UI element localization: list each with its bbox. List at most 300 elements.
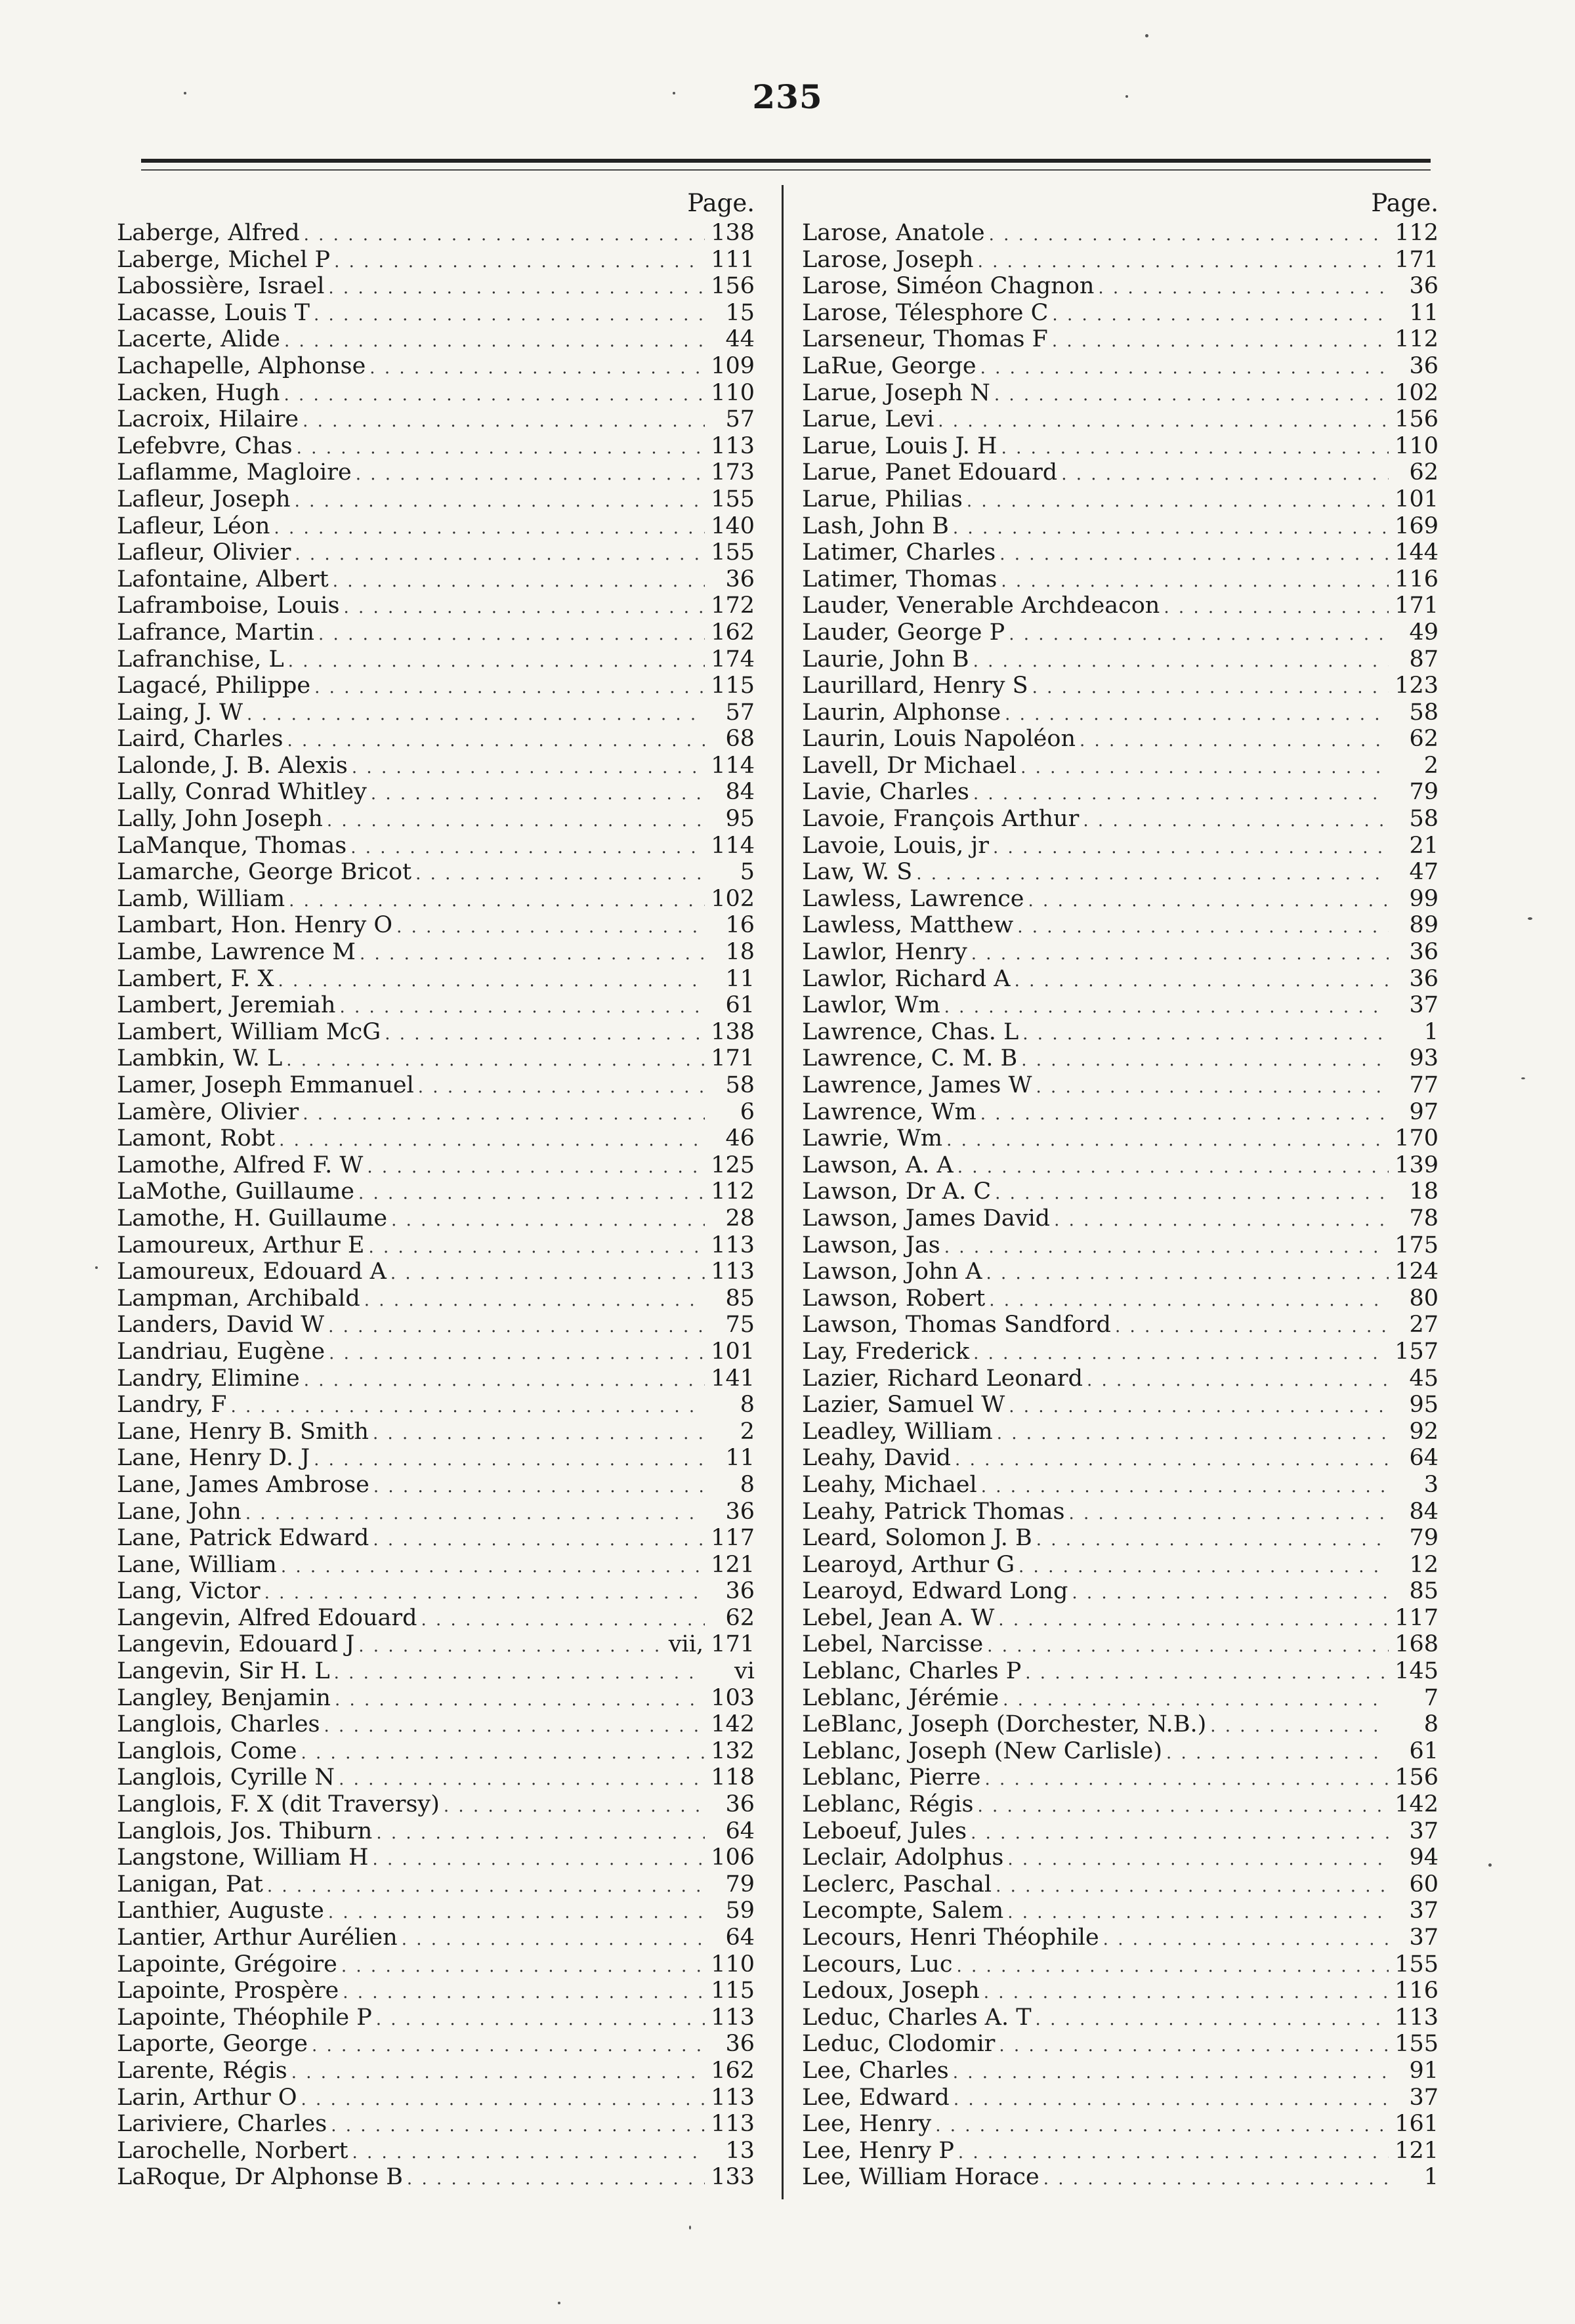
entry-page: 62 — [1409, 726, 1438, 753]
scan-speck — [1528, 917, 1532, 920]
dot-leader — [1009, 1394, 1389, 1421]
entry-page: 132 — [711, 1737, 755, 1764]
entry-page: 121 — [1395, 2137, 1438, 2164]
entry-page: 8 — [1423, 1711, 1438, 1738]
index-entry — [117, 859, 760, 886]
dot-leader — [973, 1340, 1389, 1367]
entry-name: Lee, Henry — [802, 2111, 932, 2138]
entry-name: Lafrance, Martin — [117, 619, 315, 646]
index-entry — [117, 939, 760, 966]
index-entry — [117, 1365, 760, 1392]
dot-leader — [314, 1447, 705, 1474]
entry-name: Lane, John — [117, 1498, 242, 1525]
entry-page: 60 — [1409, 1871, 1438, 1898]
entry-page: 112 — [1395, 326, 1438, 353]
entry-page: 157 — [1395, 1338, 1438, 1365]
dot-leader — [358, 1180, 705, 1207]
entry-page: 139 — [1395, 1152, 1438, 1178]
index-entry — [117, 406, 760, 433]
entry-name: Landry, Elimine — [117, 1365, 300, 1392]
entry-page: 11 — [1409, 299, 1438, 326]
entry-page: 117 — [1395, 1604, 1438, 1631]
index-entry — [802, 1764, 1444, 1791]
entry-page: 11 — [725, 965, 755, 992]
entry-page: 155 — [711, 539, 755, 566]
entry-name: Lapointe, Prospère — [117, 1978, 339, 2004]
index-entry — [802, 1898, 1444, 1924]
entry-name: Larente, Régis — [117, 2057, 287, 2084]
dot-leader — [286, 1047, 705, 1074]
entry-name: Lawless, Matthew — [802, 912, 1014, 939]
dot-leader — [1061, 461, 1389, 488]
entry-page: 75 — [725, 1312, 755, 1338]
dot-leader — [1036, 1527, 1389, 1554]
entry-page: 125 — [711, 1152, 755, 1178]
index-entry — [802, 1099, 1444, 1126]
entry-name: Langstone, William H — [117, 1844, 369, 1871]
entry-name: Ledoux, Joseph — [802, 1978, 980, 2004]
header-rule-thick — [141, 159, 1431, 163]
index-entry — [117, 1258, 760, 1285]
dot-leader — [1080, 728, 1389, 755]
index-entry — [117, 1152, 760, 1179]
entry-name: LaMothe, Guillaume — [117, 1178, 354, 1205]
dot-leader — [989, 222, 1389, 249]
entry-page: 121 — [711, 1551, 755, 1578]
index-entry — [802, 326, 1444, 353]
entry-page: 162 — [711, 2057, 755, 2084]
entry-page: 110 — [1395, 432, 1438, 459]
dot-leader — [295, 541, 705, 568]
entry-name: Lamothe, Alfred F. W — [117, 1152, 364, 1178]
index-entry — [117, 1871, 760, 1898]
dot-leader — [301, 1740, 705, 1767]
entry-page: 138 — [711, 1018, 755, 1045]
index-entry — [802, 833, 1444, 860]
index-entry — [117, 1818, 760, 1845]
entry-name: Laframboise, Louis — [117, 592, 340, 619]
entry-name: Lamont, Robt — [117, 1125, 276, 1152]
index-entry — [802, 459, 1444, 486]
dot-leader — [1083, 808, 1389, 835]
entry-page: 115 — [711, 1978, 755, 2004]
dot-leader — [1043, 2166, 1389, 2193]
entry-name: Larue, Philias — [802, 486, 963, 512]
index-entry — [117, 513, 760, 540]
entry-page: 18 — [725, 939, 755, 966]
entry-name: Learoyd, Arthur G — [802, 1551, 1015, 1578]
index-entry — [802, 1631, 1444, 1658]
entry-name: Lambe, Lawrence M — [117, 939, 356, 966]
index-entry — [802, 486, 1444, 513]
index-entry — [117, 1392, 760, 1419]
entry-name: Lapointe, Grégoire — [117, 1951, 337, 1978]
index-entry — [117, 992, 760, 1019]
index-entry — [117, 1844, 760, 1871]
entry-name: Lee, William Horace — [802, 2164, 1040, 2191]
index-entry — [117, 779, 760, 806]
index-entry — [802, 2004, 1444, 2031]
dot-leader — [444, 1793, 705, 1820]
entry-name: Lauder, George P — [802, 619, 1005, 646]
index-entry — [802, 1711, 1444, 1738]
entry-page: 115 — [711, 673, 755, 699]
index-entry — [117, 753, 760, 779]
entry-name: Laird, Charles — [117, 726, 284, 753]
index-entry — [117, 1419, 760, 1445]
entry-name: Lane, Henry D. J — [117, 1445, 310, 1472]
entry-page: 114 — [711, 752, 755, 779]
entry-name: Lane, William — [117, 1551, 277, 1578]
index-entry — [117, 1898, 760, 1924]
index-entry — [802, 273, 1444, 300]
entry-name: Lazier, Samuel W — [802, 1392, 1005, 1419]
dot-leader — [278, 968, 705, 995]
entry-page: 155 — [711, 486, 755, 512]
dot-leader — [944, 1234, 1389, 1261]
dot-leader — [303, 1101, 705, 1128]
scan-speck — [1521, 1077, 1525, 1079]
dot-leader — [245, 1501, 705, 1527]
header-rule-thin — [141, 169, 1431, 171]
dot-leader — [1098, 275, 1389, 302]
dot-leader — [916, 861, 1389, 888]
entry-name: Lavie, Charles — [802, 779, 969, 806]
entry-page: 62 — [725, 1604, 755, 1631]
index-entry — [117, 1685, 760, 1712]
entry-name: Labossière, Israel — [117, 273, 325, 300]
index-entry — [802, 646, 1444, 673]
dot-leader — [1009, 621, 1389, 648]
index-entry — [802, 699, 1444, 726]
index-entry — [802, 247, 1444, 274]
index-entry — [802, 353, 1444, 380]
index-entry — [802, 513, 1444, 540]
index-entry — [117, 1578, 760, 1605]
entry-page: 2 — [1423, 752, 1438, 779]
entry-page: 36 — [1409, 965, 1438, 992]
entry-name: Lawrence, C. M. B — [802, 1045, 1018, 1072]
index-entry — [802, 1685, 1444, 1712]
page-number: 235 — [752, 77, 823, 116]
dot-leader — [287, 728, 705, 755]
entry-page: 92 — [1409, 1418, 1438, 1445]
dot-leader — [1022, 1021, 1389, 1048]
entry-page: 8 — [740, 1392, 755, 1419]
dot-leader — [333, 568, 705, 595]
entry-page: 57 — [725, 699, 755, 726]
entry-page: 36 — [725, 566, 755, 592]
dot-leader — [343, 1980, 705, 2006]
index-entry — [802, 433, 1444, 460]
index-entry — [117, 2085, 760, 2111]
scan-speck — [184, 92, 186, 94]
entry-name: Lamoureux, Edouard A — [117, 1258, 387, 1285]
dot-leader — [995, 1180, 1389, 1207]
dot-leader — [390, 1260, 705, 1287]
entry-name: Leahy, David — [802, 1445, 952, 1472]
entry-page: 36 — [725, 1578, 755, 1605]
dot-leader — [350, 835, 705, 861]
dot-leader — [364, 1287, 705, 1314]
entry-name: Lamothe, H. Guillaume — [117, 1205, 388, 1232]
entry-name: Lefebvre, Chas — [117, 432, 293, 459]
entry-name: Latimer, Charles — [802, 539, 996, 566]
entry-name: Leduc, Charles A. T — [802, 2004, 1032, 2031]
entry-page: 8 — [740, 1471, 755, 1498]
index-entry — [117, 619, 760, 646]
index-entry — [117, 1499, 760, 1525]
entry-name: Lavoie, François Arthur — [802, 806, 1080, 833]
column-divider — [782, 185, 784, 2199]
index-entry — [117, 1658, 760, 1685]
index-entry — [117, 1338, 760, 1365]
dot-leader — [314, 302, 705, 329]
index-entry — [802, 1312, 1444, 1338]
entry-page: 133 — [711, 2164, 755, 2191]
dot-leader — [284, 382, 705, 409]
index-entry — [117, 353, 760, 380]
entry-page: 109 — [711, 352, 755, 379]
index-entry — [117, 1791, 760, 1818]
index-entry — [117, 673, 760, 699]
entry-name: Larose, Siméon Chagnon — [802, 273, 1095, 300]
entry-name: Lawson, A. A — [802, 1152, 954, 1178]
entry-page: 85 — [725, 1285, 755, 1312]
entry-page: 93 — [1409, 1045, 1438, 1072]
index-entry — [117, 459, 760, 486]
entry-page: 169 — [1395, 512, 1438, 539]
index-entry — [117, 1099, 760, 1126]
entry-name: Lally, Conrad Whitley — [117, 779, 367, 806]
dot-leader — [1087, 1367, 1389, 1394]
entry-name: Lambert, F. X — [117, 965, 274, 992]
entry-name: Laing, J. W — [117, 699, 243, 726]
scan-speck — [558, 2302, 560, 2304]
dot-leader — [953, 515, 1389, 542]
entry-name: Lacken, Hugh — [117, 379, 280, 406]
entry-page: 156 — [1395, 406, 1438, 433]
entry-name: Lally, John Joseph — [117, 806, 323, 833]
entry-page: 142 — [1395, 1791, 1438, 1818]
entry-page: 5 — [740, 859, 755, 886]
entry-name: Larseneur, Thomas F — [802, 326, 1048, 353]
index-column-left — [117, 187, 760, 2191]
dot-leader — [1032, 674, 1389, 701]
index-entry — [117, 2111, 760, 2138]
index-entry — [802, 912, 1444, 939]
entry-page: 68 — [725, 726, 755, 753]
index-entry — [802, 992, 1444, 1019]
entry-page: 171 — [1395, 246, 1438, 273]
index-entry — [802, 1844, 1444, 1871]
index-entry — [117, 646, 760, 673]
dot-leader — [368, 1234, 705, 1261]
index-entry — [117, 566, 760, 593]
scan-speck — [1125, 95, 1128, 98]
entry-name: Lane, Henry B. Smith — [117, 1418, 369, 1445]
dot-leader — [973, 648, 1389, 675]
entry-page: 172 — [711, 592, 755, 619]
entry-name: Lebel, Narcisse — [802, 1631, 984, 1658]
index-entry — [802, 1978, 1444, 2004]
index-entry — [117, 1445, 760, 1472]
entry-name: Larochelle, Norbert — [117, 2137, 348, 2164]
entry-page: 161 — [1395, 2111, 1438, 2138]
scan-speck — [1488, 1863, 1492, 1867]
index-entry — [117, 2164, 760, 2191]
entry-page: 77 — [1409, 1072, 1438, 1098]
scan-speck — [673, 92, 675, 94]
entry-page: 113 — [711, 2004, 755, 2031]
entry-page: 12 — [1409, 1551, 1438, 1578]
entry-page: 1 — [1423, 1018, 1438, 1045]
dot-leader — [1103, 1926, 1389, 1953]
entry-name: Leblanc, Charles P — [802, 1658, 1022, 1685]
entry-page: 95 — [725, 806, 755, 833]
dot-leader — [407, 2166, 705, 2193]
dot-leader — [1052, 328, 1389, 355]
entry-page: 58 — [1409, 806, 1438, 833]
entry-page: 116 — [1395, 566, 1438, 592]
entry-name: Lawlor, Richard A — [802, 965, 1011, 992]
entry-name: Lee, Henry P — [802, 2137, 954, 2164]
dot-leader — [957, 1953, 1389, 1980]
entry-page: 123 — [1395, 673, 1438, 699]
dot-leader — [373, 1846, 705, 1873]
entry-page: 138 — [711, 220, 755, 246]
entry-name: LeBlanc, Joseph (Dorchester, N.B.) — [802, 1711, 1207, 1738]
entry-page: 87 — [1409, 646, 1438, 673]
dot-leader — [373, 1421, 705, 1447]
entry-page: 103 — [711, 1684, 755, 1711]
entry-page: 141 — [711, 1365, 755, 1392]
index-entry — [117, 806, 760, 833]
dot-leader — [264, 1580, 705, 1607]
dot-leader — [984, 1766, 1389, 1793]
entry-page: 97 — [1409, 1098, 1438, 1125]
index-entry — [802, 779, 1444, 806]
index-entry — [802, 1125, 1444, 1152]
dot-leader — [997, 1421, 1389, 1447]
entry-page: 58 — [725, 1072, 755, 1098]
entry-list — [802, 220, 1444, 2191]
index-entry — [117, 247, 760, 274]
dot-leader — [289, 888, 705, 915]
dot-leader — [1068, 1501, 1389, 1527]
dot-leader — [971, 1820, 1389, 1847]
dot-leader — [999, 2033, 1389, 2060]
dot-leader — [369, 355, 705, 382]
entry-page: 113 — [711, 1232, 755, 1258]
entry-page: 155 — [1395, 1951, 1438, 1978]
dot-leader — [230, 1394, 705, 1421]
entry-page: 64 — [725, 1817, 755, 1844]
entry-name: Larin, Arthur O — [117, 2084, 297, 2111]
entry-name: Leard, Solomon J. B — [802, 1525, 1032, 1552]
entry-page: 37 — [1409, 1817, 1438, 1844]
index-entry — [117, 1178, 760, 1205]
entry-page: 27 — [1409, 1312, 1438, 1338]
entry-name: Lavoie, Louis, jr — [802, 832, 989, 859]
dot-leader — [327, 808, 705, 835]
entry-name: Latimer, Thomas — [802, 566, 998, 592]
index-entry — [802, 673, 1444, 699]
entry-name: Lacroix, Hilaire — [117, 406, 299, 433]
entry-name: Lawrence, Wm — [802, 1098, 976, 1125]
dot-leader — [288, 648, 705, 675]
entry-page: 80 — [1409, 1285, 1438, 1312]
index-entry — [802, 1365, 1444, 1392]
entry-name: Laporte, George — [117, 2031, 308, 2058]
entry-page: 37 — [1409, 2084, 1438, 2111]
entry-name: Langley, Benjamin — [117, 1684, 331, 1711]
dot-leader — [967, 488, 1389, 515]
entry-name: Lazier, Richard Leonard — [802, 1365, 1083, 1392]
dot-leader — [329, 1340, 705, 1367]
dot-leader — [1018, 1554, 1389, 1581]
entry-name: Lamère, Olivier — [117, 1098, 299, 1125]
dot-leader — [978, 249, 1389, 276]
index-entry — [802, 1338, 1444, 1365]
index-entry — [117, 1631, 760, 1658]
dot-leader — [986, 1260, 1389, 1287]
entry-page: 79 — [1409, 779, 1438, 806]
entry-page: 116 — [1395, 1978, 1438, 2004]
entry-name: Lawson, Robert — [802, 1285, 986, 1312]
entry-name: Langlois, Cyrille N — [117, 1764, 335, 1791]
entry-page: 45 — [1409, 1365, 1438, 1392]
entry-page: 36 — [725, 1791, 755, 1818]
dot-leader — [1017, 914, 1389, 941]
entry-name: LaRue, George — [802, 352, 976, 379]
index-entry — [802, 1445, 1444, 1472]
entry-name: Leblanc, Jérémie — [802, 1684, 999, 1711]
index-entry — [802, 2138, 1444, 2165]
dot-leader — [343, 594, 705, 621]
dot-leader — [973, 781, 1389, 808]
entry-name: Lay, Frederick — [802, 1338, 970, 1365]
scan-speck — [689, 2226, 691, 2230]
entry-page: 3 — [1423, 1471, 1438, 1498]
dot-leader — [352, 2140, 705, 2167]
entry-page: 21 — [1409, 832, 1438, 859]
entry-page: 112 — [711, 1178, 755, 1205]
entry-page: 7 — [1423, 1684, 1438, 1711]
dot-leader — [1052, 302, 1389, 329]
index-entry — [802, 1658, 1444, 1685]
dot-leader — [996, 1873, 1389, 1900]
index-entry — [802, 859, 1444, 886]
entry-name: Lawson, Thomas Sandford — [802, 1312, 1111, 1338]
entry-page: 79 — [725, 1871, 755, 1898]
dot-leader — [318, 621, 705, 648]
entry-page: 47 — [1409, 859, 1438, 886]
dot-leader — [301, 2086, 705, 2113]
dot-leader — [1072, 1580, 1389, 1607]
entry-name: Lamb, William — [117, 885, 285, 912]
entry-page: 102 — [1395, 379, 1438, 406]
dot-leader — [957, 1154, 1389, 1181]
dot-leader — [1025, 1660, 1389, 1687]
index-entry — [802, 380, 1444, 407]
entry-name: Lafleur, Léon — [117, 512, 270, 539]
index-entry — [802, 539, 1444, 566]
entry-page: 6 — [740, 1098, 755, 1125]
index-entry — [802, 1285, 1444, 1312]
dot-leader — [415, 861, 705, 888]
dot-leader — [304, 222, 705, 249]
